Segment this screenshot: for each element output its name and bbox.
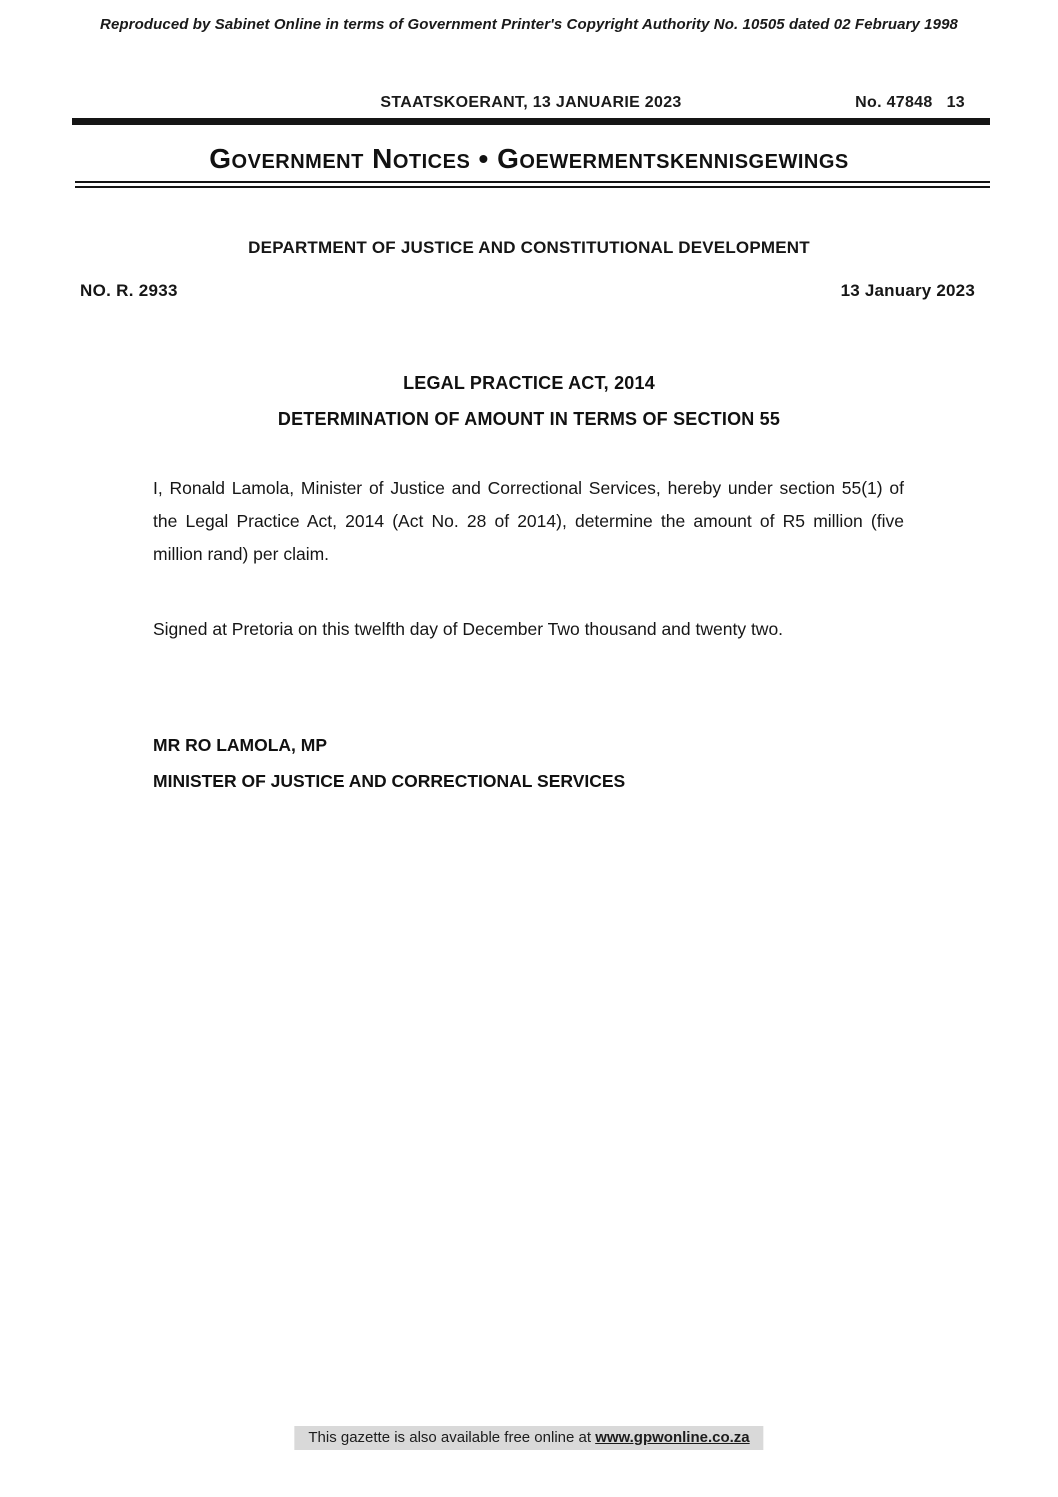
department-heading: DEPARTMENT OF JUSTICE AND CONSTITUTIONAL DEVELOPMENT [248, 238, 810, 257]
divider-thick-rule [72, 118, 990, 125]
signature-block [153, 727, 933, 799]
footer-availability-bar [294, 1426, 763, 1450]
footer-gpwonline-link[interactable]: www.gpwonline.co.za [595, 1429, 750, 1446]
signatory-name: MR RO LAMOLA, MP [153, 735, 328, 755]
notice-meta-row [80, 281, 975, 303]
act-subtitle: DETERMINATION OF AMOUNT IN TERMS OF SECTION 55 [277, 409, 781, 429]
page-number: 13 [946, 94, 965, 111]
signed-at-paragraph: Signed at Pretoria on this twelfth day of December Two thousand and twenty two. [153, 619, 784, 639]
footer-text: This gazette is also available free online at [308, 1429, 596, 1446]
journal-title: STAATSKOERANT, 13 JANUARIE 2023 [380, 94, 682, 111]
act-title: LEGAL PRACTICE ACT, 2014 [403, 373, 655, 393]
issue-number: No. 47848 [855, 94, 933, 111]
notice-number: NO. R. 2933 [80, 281, 178, 300]
divider-double-rule [75, 181, 990, 188]
reproduction-notice: Reproduced by Sabinet Online in terms of Government Printer's Copyright Authority No. 10505 dated 02 February 1998 [100, 16, 958, 33]
signatory-title: MINISTER OF JUSTICE AND CORRECTIONAL SERVICES [153, 771, 626, 791]
masthead [72, 94, 990, 116]
section-heading: Government Notices • Goewermentskennisgewings [209, 143, 849, 174]
notice-date: 13 January 2023 [840, 281, 975, 300]
issue-block [855, 94, 965, 112]
determination-paragraph: I, Ronald Lamola, Minister of Justice and Correctional Services, hereby under section 55(1) of the Legal Practice Act, 2014 (Act No. 28 of 2014), determine the amount of R5 million (five million rand) per claim. [153, 478, 904, 564]
